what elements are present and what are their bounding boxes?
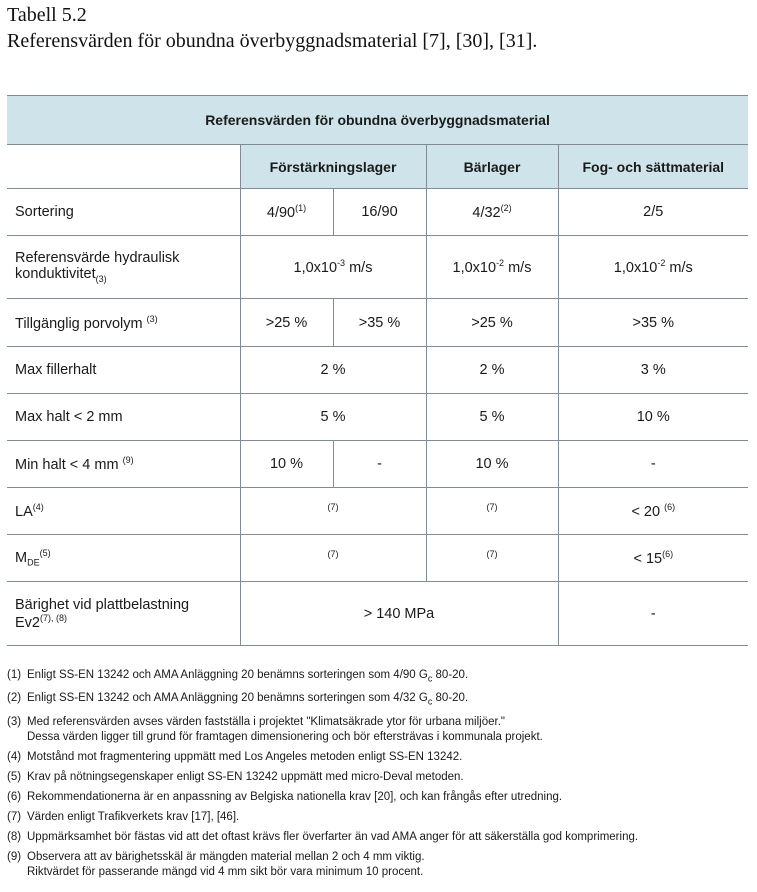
footnote-text: Krav på nötningsegenskaper enligt SS-EN 13242 uppmätt med micro-Deval metoden. <box>27 770 464 783</box>
footnote-text: Uppmärksamhet bör fästas vid att det oftast krävs fler överfarter än vad AMA anger för att säkerställa god komprimering. <box>27 830 639 843</box>
footnote-number: (3) <box>7 715 22 728</box>
cell-max2-fog: 10 % <box>558 394 748 441</box>
footnote <box>7 770 752 785</box>
footnote-number: (9) <box>7 850 22 863</box>
label-text: Min halt < 4 mm <box>15 456 119 473</box>
footnote <box>7 850 752 880</box>
row-label-la <box>7 488 240 535</box>
footnote-text: Motstånd mot fragmentering uppmätt med Los Angeles metoden enligt SS-EN 13242. <box>27 750 463 763</box>
note-ref: (7), (8) <box>40 612 67 623</box>
value-exponent: -2 <box>657 258 666 269</box>
note-ref: (5) <box>39 548 51 559</box>
row-label-barighet <box>7 582 240 646</box>
cell-mde-forst <box>240 535 426 582</box>
value-base: 1,0x10 <box>613 259 658 276</box>
footnote-text-line2: Dessa värden ligger till grund för framtagen dimensionering och bör eftersträvas i kommunala projekt. <box>27 730 543 743</box>
footnote-number: (1) <box>7 669 22 681</box>
note-ref: (3) <box>146 313 158 324</box>
note-ref: (7) <box>327 502 339 513</box>
col-header-barlager: Bärlager <box>426 145 558 189</box>
caption-label: Tabell 5.2 <box>7 4 87 26</box>
footnote-text: Enligt SS-EN 13242 och AMA Anläggning 20 benämns sorteringen som 4/32 G <box>27 692 428 705</box>
value-exponent: -2 <box>496 258 505 269</box>
cell-barighet-forst-bar: > 140 MPa <box>240 582 558 646</box>
footnote-number: (8) <box>7 830 22 843</box>
cell-la-forst <box>240 488 426 535</box>
note-ref: (7) <box>486 549 498 560</box>
cell-filler-fog: 3 % <box>558 347 748 394</box>
footnote-text-end: 80-20. <box>432 669 469 681</box>
value-unit: m/s <box>345 259 373 276</box>
cell-mde-fog <box>558 535 748 582</box>
footnotes <box>7 668 752 885</box>
footnote-text: Observera att av bärighetsskäl är mängden material mellan 2 och 4 mm viktig. <box>27 850 425 863</box>
footnote <box>7 668 752 686</box>
row-label-filler: Max fillerhalt <box>7 347 240 394</box>
label-line2: Ev2 <box>15 614 40 631</box>
label-line2: konduktivitet <box>15 266 96 283</box>
row-label-min4 <box>7 441 240 488</box>
note-ref: (9) <box>122 455 134 466</box>
table-title-row <box>7 96 748 145</box>
value-base: 1,0x10 <box>293 259 338 276</box>
cell-filler-bar: 2 % <box>426 347 558 394</box>
footnote-number: (5) <box>7 770 22 783</box>
cell-value: 4/32 <box>472 204 501 221</box>
footnote <box>7 810 752 825</box>
cell-la-bar <box>426 488 558 535</box>
value-unit: m/s <box>665 259 693 276</box>
table-title: Referensvärden för obundna överbyggnadsmaterial <box>7 96 748 145</box>
value-unit: m/s <box>504 259 532 276</box>
footnote <box>7 750 752 765</box>
cell-value: < 15 <box>633 550 663 567</box>
cell-min4-fog: - <box>558 441 748 488</box>
label-text: M <box>15 549 28 566</box>
cell-value: 4/90 <box>266 204 296 221</box>
footnote-text: Rekommendationerna är en anpassning av Belgiska nationella krav [20], och kan frångås efter utredning. <box>27 790 563 803</box>
col-header-forstarkningslager: Förstärkningslager <box>240 145 426 189</box>
cell-sortering-f2: 16/90 <box>333 189 426 236</box>
note-ref: (3) <box>95 273 107 284</box>
row-label-mde <box>7 535 240 582</box>
label-line1: Referensvärde hydraulisk <box>15 250 180 267</box>
label-subscript: DE <box>27 557 40 568</box>
note-ref: (4) <box>32 502 44 513</box>
table-row <box>7 441 748 488</box>
footnote-subscript: c <box>427 696 433 707</box>
cell-hydraulisk-forst <box>240 236 426 299</box>
cell-filler-forst: 2 % <box>240 347 426 394</box>
table-row <box>7 488 748 535</box>
value-exponent: -3 <box>337 258 346 269</box>
row-label-hydraulisk <box>7 236 240 299</box>
cell-sortering-f1 <box>240 189 333 236</box>
cell-sortering-fog: 2/5 <box>558 189 748 236</box>
column-header-row <box>7 145 748 189</box>
cell-sortering-bar <box>426 189 558 236</box>
footnote-text-line2: Riktvärdet för passerande mängd vid 4 mm sikt bör vara minimum 10 procent. <box>27 865 424 878</box>
caption-title: Referensvärden för obundna överbyggnadsmaterial [7], [30], [31]. <box>7 30 538 52</box>
footnote-number: (2) <box>7 692 22 705</box>
cell-hydraulisk-fog <box>558 236 748 299</box>
note-ref: (6) <box>664 502 676 513</box>
label-text: Tillgänglig porvolym <box>15 315 143 332</box>
footnote <box>7 691 752 709</box>
note-ref: (7) <box>327 549 339 560</box>
cell-barighet-fog: - <box>558 582 748 646</box>
header-empty-cell <box>7 145 240 189</box>
footnote-text: Enligt SS-EN 13242 och AMA Anläggning 20 benämns sorteringen som 4/90 G <box>27 669 428 681</box>
table-row <box>7 394 748 441</box>
cell-porvolym-f2: >35 % <box>333 299 426 347</box>
row-label-porvolym <box>7 299 240 347</box>
footnote-text-end: 80-20. <box>432 692 469 705</box>
cell-porvolym-fog: >35 % <box>558 299 748 347</box>
value-base: 1,0x10 <box>452 259 497 276</box>
table-row <box>7 535 748 582</box>
col-header-fog: Fog- och sättmaterial <box>558 145 748 189</box>
footnote-text: Med referensvärden avses värden fastställa i projektet "Klimatsäkrade ytor för urbana miljöer." <box>27 715 505 728</box>
note-ref: (7) <box>486 502 498 513</box>
footnote-text: Värden enligt Trafikverkets krav [17], [46]. <box>27 810 240 823</box>
table-row <box>7 347 748 394</box>
footnote-number: (6) <box>7 790 22 803</box>
footnote-number: (7) <box>7 810 22 823</box>
cell-min4-f1: 10 % <box>240 441 333 488</box>
table-row <box>7 299 748 347</box>
cell-max2-bar: 5 % <box>426 394 558 441</box>
footnote-subscript: c <box>427 673 433 684</box>
table-caption <box>7 2 537 54</box>
footnote-number: (4) <box>7 750 22 763</box>
cell-min4-bar: 10 % <box>426 441 558 488</box>
row-label-max2: Max halt < 2 mm <box>7 394 240 441</box>
footnote <box>7 830 752 845</box>
label-text: LA <box>15 503 33 520</box>
note-ref: (1) <box>295 203 307 214</box>
cell-max2-forst: 5 % <box>240 394 426 441</box>
cell-la-fog <box>558 488 748 535</box>
cell-hydraulisk-bar <box>426 236 558 299</box>
table-row <box>7 236 748 299</box>
cell-min4-f2: - <box>333 441 426 488</box>
footnote <box>7 715 752 745</box>
cell-porvolym-f1: >25 % <box>240 299 333 347</box>
row-label-sortering: Sortering <box>7 189 240 236</box>
table-row <box>7 582 748 646</box>
reference-table <box>7 95 748 646</box>
cell-mde-bar <box>426 535 558 582</box>
label-line1: Bärighet vid plattbelastning <box>15 596 190 613</box>
note-ref: (6) <box>662 549 674 560</box>
table-row <box>7 189 748 236</box>
cell-value: < 20 <box>631 503 665 520</box>
footnote <box>7 790 752 805</box>
note-ref: (2) <box>500 203 512 214</box>
cell-porvolym-bar: >25 % <box>426 299 558 347</box>
